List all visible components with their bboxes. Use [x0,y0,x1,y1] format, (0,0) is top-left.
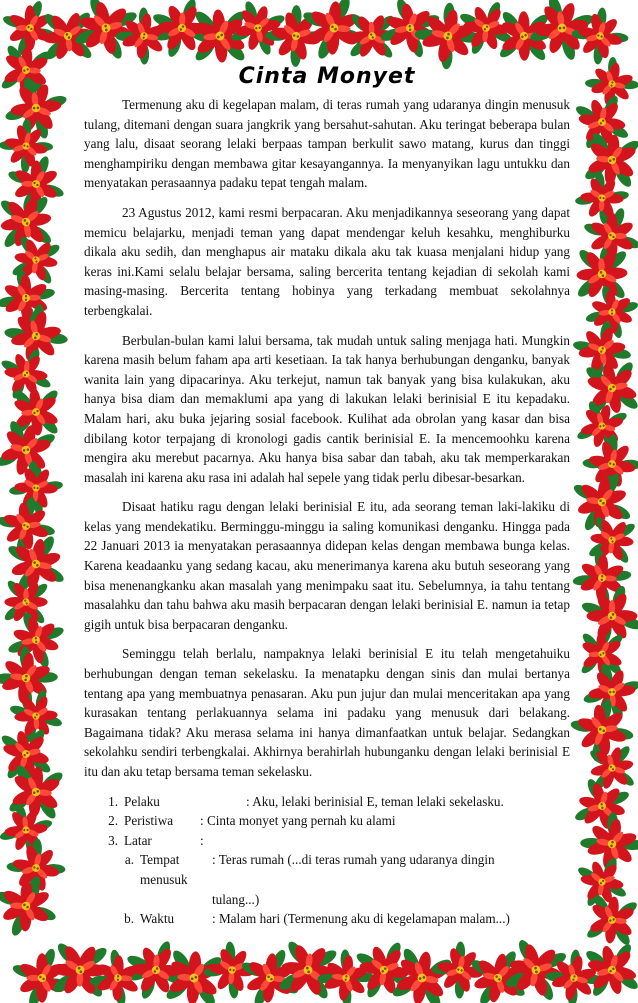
sub-list-letter: a. [124,852,134,868]
story-elements-list [84,792,570,929]
list-item [84,831,570,851]
sub-list-label: Tempat [140,852,180,868]
document-body [84,58,570,929]
paragraph-3: Berbulan-bulan kami lalui bersama, tak mudah untuk saling menjaga hati. Mungkin karena masih belum faham apa arti kesetiaan. Ia tak hanya berhubungan denganku, banyak wanita lain yang dipacarinya. Aku terkejut, namun tak banyak yang bisa kulakukan, aku hanya bisa diam dan memaklumi apa yang di lakukan lelaki berinisial E itu kepadaku. Malam hari, aku buka jejaring sosial facebook. Kulihat ada obrolan yang kasar dan bisa dibilang kotor terpajang di kronologi gadis cantik berinisial E. Ia mencemoohku karena mengira aku merebut pacarnya. Aku hanya bisa sabar dan tabah, aku tak memperkarakan masalah ini karena aku rasa ini adalah hal sepele yang tidak perlu dibesar-besarkan. [84,332,570,485]
sub-list-label-wrap: menusuk [140,871,188,887]
sub-list-continuation [84,890,570,910]
sub-list-value: : Teras rumah (...di teras rumah yang udaranya dingin [212,852,495,868]
list-label: Peristiwa [124,813,174,829]
list-number: 2. [108,813,118,829]
sub-list-value-wrap: tulang...) [212,891,260,907]
list-number: 1. [108,793,118,809]
sub-list-label: Waktu [140,911,175,927]
list-item [84,792,570,812]
list-item [84,811,570,831]
list-label: Pelaku [124,793,160,809]
list-number: 3. [108,832,118,848]
sub-list-item [84,850,570,870]
sub-list-item [84,909,570,929]
sub-list-value: : Malam hari (Termenung aku di kegelamapan malam...) [212,911,510,927]
poinsettia-icon [0,873,59,939]
sub-list-continuation [84,870,570,890]
paragraph-4: Disaat hatiku ragu dengan lelaki berinisial E itu, ada seorang teman laki-lakiku di kelas yang mendekatiku. Berminggu-minggu ia saling komunikasi denganku. Hingga pada 22 Januari 2013 ia menyatakan perasaannya didepan kelas dengan membawa bunga kelas. Karena keadaanku yang sedang kacau, aku menerimanya karena aku butuh seseorang yang bisa menenangkanku akan masalah yang menimpaku saat itu. Sebelumnya, ia tahu tentang masalahku dan tahu bahwa aku masih berpacaran dengan lelaki berinisial E. namun ia tetap gigih untuk bisa berpacaran denganku. [84,499,570,632]
paragraph-2: 23 Agustus 2012, kami resmi berpacaran. Aku menjadikannya seseorang yang dapat memicu belajarku, menjadi teman yang dapat mendengar keluh kesahku, menghiburku dikala aku sedih, dan menghapus air mataku dikala aku tak kuasa menjalani hidup yang keras ini.Kami selalu belajar bersama, saling bercerita tentang kejadian di sekolah kami masing-masing. Bercerita tentang hobinya yang terkadang membuat sekolahnya terbengkalai. [84,204,570,318]
sub-list-letter: b. [124,911,134,927]
list-value: : Cinta monyet yang pernah ku alami [200,813,396,829]
poinsettia-icon [565,1,635,71]
paragraph-5: Seminggu telah berlalu, nampaknya lelaki berinisial E itu telah mengetahuiku berhubungan dengan teman sekelasku. Ia menatapku dengan sinis dan mulai bertanya tentang apa yang membuatnya penasaran. Aku pun jujur dan mulai menceritakan apa yang kurasakan tentang perlakuannya selama ini padaku yang menusuk dari belakang. Bagaimana tidak? Aku merasa selama ini hanya dimanfaatkan untuk belajar. Sedangkan sekolahku sendiri terbengkalai. Akhirnya berahirlah hubunganku dengan lelaki berinisial E itu dan aku tetap bersama teman sekelasku. [84,646,570,779]
list-label: Latar [124,832,152,848]
list-value: : Aku, lelaki berinisial E, teman lelaki sekelasku. [246,793,504,809]
document-title: Cinta Monyet [238,64,416,89]
paragraph-1: Termenung aku di kegelapan malam, di teras rumah yang udaranya dingin menusuk tulang, ditemani dengan suara jangkrik yang bersahut-sahutan. Aku teringat beberapa bulan yang lalu, disaat seorang lelaki berpaas tampan berkulit sawo matang, kurus dan tinggi menghampiriku dengan membawa gitar kesayangannya. Ia menyanyikan lagu untukku dan menyatakan perasaannya padaku tepat tengah malam. [84,97,570,191]
list-value: : [200,832,204,848]
